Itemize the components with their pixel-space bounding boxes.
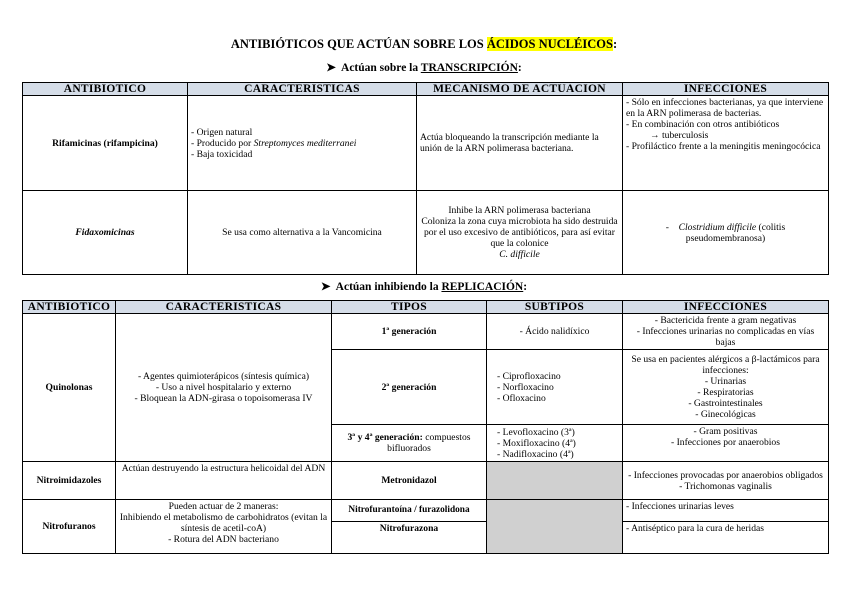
section-keyword: TRANSCRIPCIÓN [420, 62, 518, 74]
mechanism-cell: Actúa bloqueando la transcripción mediante la unión de la ARN polimerasa bacteriana. [417, 96, 623, 191]
section-transcripcion-heading [0, 60, 848, 74]
characteristics-cell: Actúan destruyendo la estructura helicoidal del ADN [116, 462, 332, 500]
header-infecciones: INFECCIONES [623, 301, 829, 314]
table-row [23, 191, 829, 275]
list-item: - Uso a nivel hospitalario y externo [155, 382, 292, 393]
dash: - [665, 221, 669, 233]
list-item: - Infecciones por anaerobios [671, 437, 780, 448]
header-antibiotico: ANTIBIOTICO [23, 83, 188, 96]
list-item: - Trichomonas vaginalis [679, 480, 772, 492]
text: (colitis pseudomembranosa) [685, 221, 786, 244]
species-name: Streptomyces mediterranei [253, 137, 357, 149]
list-item: - Levofloxacino (3ª) [497, 426, 575, 438]
list-item: - Infecciones provocadas por anaerobios obligados [628, 469, 823, 481]
list-item: → tuberculosis [650, 130, 709, 141]
characteristics-cell [116, 314, 332, 462]
list-item: - Origen natural [191, 126, 253, 138]
list-item: - Urinarias [704, 376, 747, 387]
header-tipos: TIPOS [332, 301, 487, 314]
header-antibiotico: ANTIBIOTICO [23, 301, 116, 314]
list-item: - Bactericida frente a gram negativas [654, 315, 797, 326]
infections-cell [623, 191, 829, 275]
list-item: - Agentes quimioterápicos (síntesis química) [137, 371, 310, 382]
header-mecanismo: MECANISMO DE ACTUACION [417, 83, 623, 96]
type-cell: 1ª generación [332, 314, 487, 350]
header-subtipos: SUBTIPOS [487, 301, 623, 314]
subtype-cell [487, 350, 623, 425]
table-header-row [23, 301, 829, 314]
list-item: - Respiratorias [697, 387, 754, 398]
characteristics-cell [116, 500, 332, 554]
antibiotic-name: Rifamicinas (rifampicina) [23, 96, 188, 191]
type-label: 3ª y 4ª generación: [347, 432, 423, 443]
list-item: - Norfloxacino [497, 381, 554, 393]
list-item: - Nadifloxacino (4ª) [497, 448, 574, 460]
title-suffix: : [612, 37, 618, 51]
type-cell: Metronidazol [332, 462, 487, 500]
list-item [191, 138, 413, 149]
transcription-table [22, 82, 829, 275]
list-item: - Infecciones urinarias no complicadas en vías bajas [636, 326, 815, 348]
list-item: - Sólo en infecciones bacterianas, ya que interviene en la ARN polimerasa de bacterias. [626, 97, 824, 119]
table-header-row [23, 83, 829, 96]
subtype-cell-empty [487, 462, 623, 500]
type-cell: 2ª generación [332, 350, 487, 425]
list-item: Se usa en pacientes alérgicos a β-lactámicos para infecciones: [631, 354, 820, 376]
antibiotic-name: Fidaxomicinas [23, 191, 188, 275]
replication-table [22, 300, 829, 554]
infections-cell [623, 314, 829, 350]
type-cell: Nitrofurantoína / furazolidona [332, 500, 487, 522]
list-item: Pueden actuar de 2 maneras: [168, 501, 279, 512]
section-prefix: Actúan sobre la [341, 62, 421, 74]
header-infecciones: INFECCIONES [623, 83, 829, 96]
list-item: - Gram positivas [693, 426, 758, 437]
table-row [23, 500, 829, 522]
infections-cell [623, 425, 829, 462]
table-row [23, 462, 829, 500]
subtype-cell [487, 425, 623, 462]
infections-cell [623, 462, 829, 500]
section-prefix: Actúan inhibiendo la [335, 281, 442, 293]
arrow-bullet-icon: ➤ [320, 281, 331, 293]
section-replicacion-heading [0, 279, 848, 293]
text: - Producido por [191, 137, 254, 149]
subtype-cell-empty [487, 500, 623, 554]
arrow-bullet-icon: ➤ [326, 62, 336, 74]
subtype-cell: - Ácido nalidíxico [487, 314, 623, 350]
type-cell [332, 425, 487, 462]
species-name: Clostridium difficile [678, 221, 757, 233]
list-item: - Rotura del ADN bacteriano [168, 534, 279, 545]
antibiotic-name: Quinolonas [23, 314, 116, 462]
table-row [23, 314, 829, 350]
characteristics-cell: Se usa como alternativa a la Vancomicina [188, 191, 417, 275]
type-detail: compuestos bifluorados [387, 432, 471, 454]
section-suffix: : [517, 62, 522, 74]
list-item: - Moxifloxacino (4ª) [497, 437, 576, 449]
infections-cell: - Antiséptico para la cura de heridas [623, 522, 829, 554]
list-item: - Gastrointestinales [688, 398, 763, 409]
list-item: Inhibiendo el metabolismo de carbohidratos (evitan la síntesis de acetil-coA) [119, 512, 328, 534]
infections-cell [623, 350, 829, 425]
infections-cell [623, 96, 829, 191]
text: Coloniza la zona cuya microbiota ha sido destruida por el uso excesivo de antibióticos, para así evitar que la colonice [421, 216, 618, 249]
list-item: - Ofloxacino [497, 392, 546, 404]
section-suffix: : [523, 281, 528, 293]
antibiotic-name: Nitrofuranos [23, 500, 116, 554]
page-title [0, 37, 848, 52]
section-keyword: REPLICACIÓN [441, 281, 524, 293]
text: Inhibe la ARN polimerasa bacteriana [448, 205, 591, 216]
characteristics-cell [188, 96, 417, 191]
list-item: - Ciprofloxacino [497, 370, 561, 382]
species-name: C. difficile [499, 249, 540, 260]
list-item: - En combinación con otros antibióticos [626, 119, 780, 130]
antibiotic-name: Nitroimidazoles [23, 462, 116, 500]
list-item: - Bloquean la ADN-girasa o topoisomerasa IV [134, 393, 313, 404]
infections-cell: - Infecciones urinarias leves [623, 500, 829, 522]
list-item: - Ginecológicas [695, 409, 756, 420]
list-item: - Baja toxicidad [191, 148, 253, 160]
type-cell: Nitrofurazona [332, 522, 487, 554]
title-prefix: ANTIBIÓTICOS QUE ACTÚAN SOBRE LOS [230, 37, 487, 51]
mechanism-cell [417, 191, 623, 275]
header-caracteristicas: CARACTERISTICAS [188, 83, 417, 96]
header-caracteristicas: CARACTERISTICAS [116, 301, 332, 314]
title-highlight: ÁCIDOS NUCLÉICOS [486, 37, 613, 51]
table-row [23, 96, 829, 191]
list-item: - Profiláctico frente a la meningitis meningocócica [626, 141, 821, 152]
